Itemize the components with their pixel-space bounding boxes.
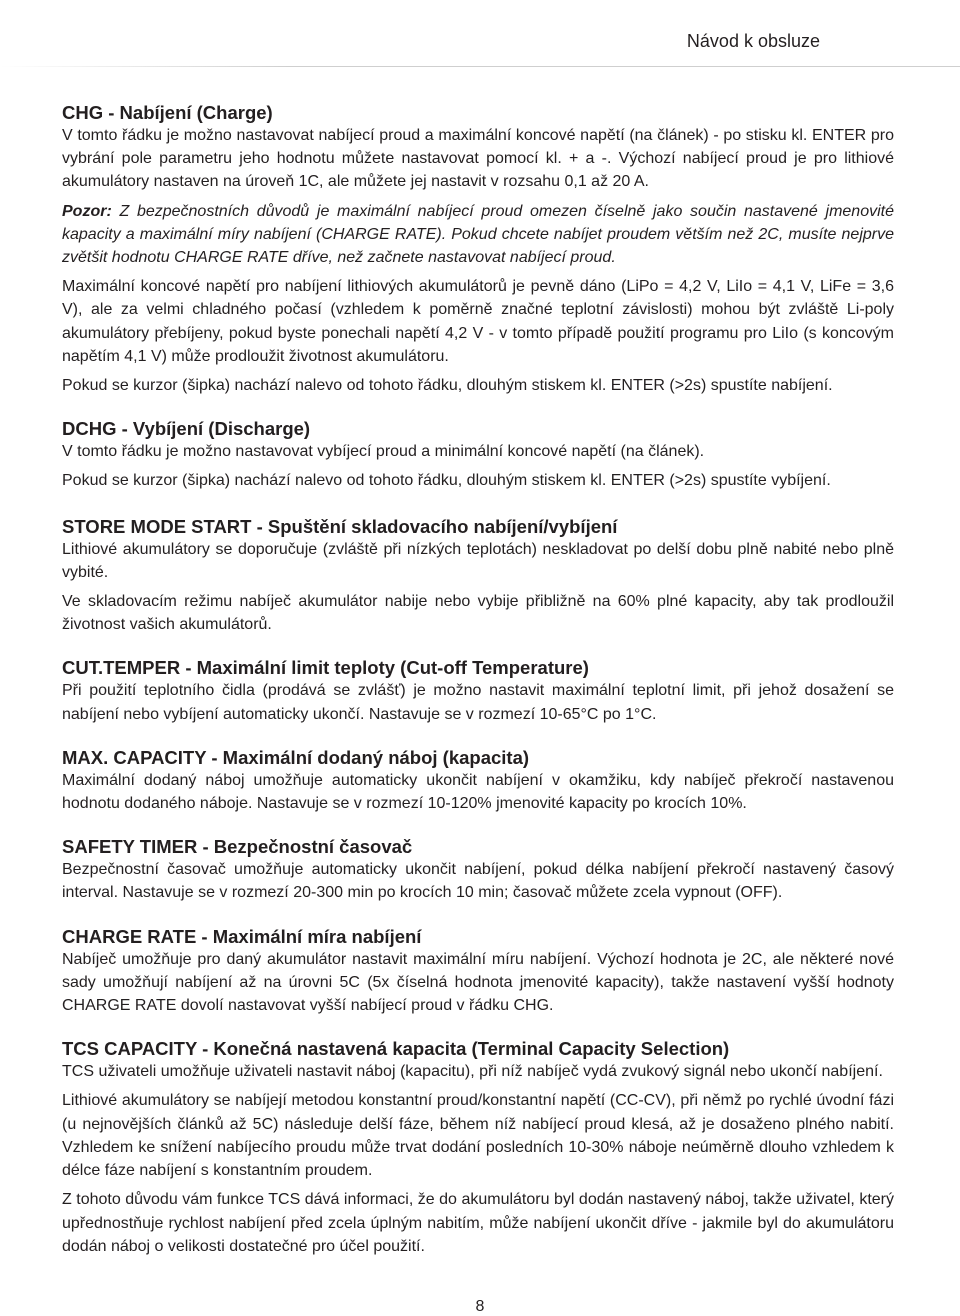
paragraph: Lithiové akumulátory se nabíjejí metodou konstantní proud/konstantní napětí (CC-CV), při němž po rychlé úvodní fázi (u nejnovějších článků až 5C) následuje delší fáze, během níž nabíjecí proud klesá, až je dosaženo plného nabití. Vzhledem ke snížení nabíjecího proudu může trvat dodání posledních 10-30% náboje neúměrně dlouho vzhledem k délce fáze nabíjení s konstantním proudem. — [62, 1092, 894, 1180]
section-heading: TCS CAPACITY - Konečná nastavená kapacita (Terminal Capacity Selection) — [62, 1038, 730, 1060]
paragraph: Pokud se kurzor (šipka) nachází nalevo od tohoto řádku, dlouhým stiskem kl. ENTER (>2s) spustíte nabíjení. — [62, 377, 833, 395]
paragraph: Lithiové akumulátory se doporučuje (zvláště při nízkých teplotách) neskladovat po delší dobu plně nabité nebo plně vybité. — [62, 540, 894, 581]
paragraph: Při použití teplotního čidla (prodává se zvlášť) je možno nastavit maximální teplotní limit, při jehož dosažení se nabíjení nebo vybíjení automaticky ukončí. Nastavuje se v rozmezí 10-65°C po 1°C. — [62, 682, 894, 723]
section-heading: SAFETY TIMER - Bezpečnostní časovač — [62, 836, 413, 858]
section-heading: MAX. CAPACITY - Maximální dodaný náboj (kapacita) — [62, 746, 530, 768]
paragraph: Pokud se kurzor (šipka) nachází nalevo od tohoto řádku, dlouhým stiskem kl. ENTER (>2s) spustíte vybíjení. — [62, 472, 831, 490]
warning-paragraph — [62, 200, 894, 270]
warning-label: Pozor: — [62, 202, 112, 220]
section-heading: DCHG - Vybíjení (Discharge) — [62, 418, 311, 440]
section-charge-rate — [62, 925, 894, 1018]
header-divider — [0, 66, 960, 67]
paragraph: Z tohoto důvodu vám funkce TCS dává informaci, že do akumulátoru byl dodán nastavený náboj, takže uživatel, který upřednostňuje rychlost nabíjení před zcela úplným nabitím, může nabíjení ukončit dříve - jakmile byl do akumulátoru dodán náboj o velikosti dostatečné pro účel použití. — [62, 1191, 894, 1255]
page-header — [0, 0, 960, 68]
section-tcs-capacity — [62, 1037, 894, 1258]
section-store-mode — [62, 515, 894, 637]
section-cut-temper — [62, 656, 894, 725]
paragraph: V tomto řádku je možno nastavovat nabíjecí proud a maximální koncové napětí (na článek) - po stisku kl. ENTER pro vybrání pole parametru jeho hodnotu můžete nastavovat pomocí kl. + a -. Výchozí nabíjecí proud je pro lithiové akumulátory nastaven na úroveň 1C, ale můžete jej nastavit v rozsahu 0,1 až 20 A. — [62, 127, 894, 191]
warning-text: Z bezpečnostních důvodů je maximální nabíjecí proud omezen číselně jako součin nastavené jmenovité kapacity a maximální míry nabíjení (CHARGE RATE). Pokud chcete nabíjet proudem větším než 2C, musíte nejprve zvětšit hodnotu CHARGE RATE dříve, než začnete nastavovat nabíjecí proud. — [62, 202, 894, 267]
section-max-capacity — [62, 746, 894, 815]
page-number: 8 — [475, 1298, 485, 1315]
header-title: Návod k obsluze — [686, 31, 820, 51]
page-content — [62, 101, 894, 1258]
paragraph: TCS uživateli umožňuje uživateli nastavit náboj (kapacitu), při níž nabíječ vydá zvukový signál nebo ukončí nabíjení. — [62, 1063, 883, 1081]
section-chg — [62, 101, 894, 397]
paragraph: Maximální koncové napětí pro nabíjení lithiových akumulátorů je pevně dáno (LiPo = 4,2 V, LiIo = 4,1 V, LiFe = 3,6 V), ale za velmi chladného počasí (vzhledem k poměrně značné teplotní závislosti) mohou být zvláště Li-poly akumulátory přebíjeny, pokud byste ponechali napětí 4,2 V - v tomto případě použití programu pro LiIo (s koncovým napětím 4,1 V) může prodloužit životnost akumulátoru. — [62, 278, 894, 365]
paragraph: Maximální dodaný náboj umožňuje automaticky ukončit nabíjení v okamžiku, kdy nabíječ překročí nastavenou hodnotu dodaného náboje. Nastavuje se v rozmezí 10-120% jmenovité kapacity po krocích 10%. — [62, 771, 894, 813]
paragraph: V tomto řádku je možno nastavovat vybíjecí proud a minimální koncové napětí (na článek). — [62, 443, 705, 461]
paragraph: Bezpečnostní časovač umožňuje automaticky ukončit nabíjení, pokud délka nabíjení překročí nastavený časový interval. Nastavuje se v rozmezí 20-300 min po krocích 10 min; časovač můžete zcela vypnout (OFF). — [62, 861, 894, 902]
section-heading: CHARGE RATE - Maximální míra nabíjení — [62, 925, 422, 947]
section-heading: CUT.TEMPER - Maximální limit teploty (Cut-off Temperature) — [62, 657, 589, 679]
section-safety-timer — [62, 835, 894, 904]
section-dchg — [62, 417, 894, 492]
paragraph: Ve skladovacím režimu nabíječ akumulátor nabije nebo vybije přibližně na 60% plné kapacity, aby tak prodloužil životnost vašich akumulátorů. — [62, 593, 894, 634]
section-heading: CHG - Nabíjení (Charge) — [62, 102, 273, 123]
section-heading: STORE MODE START - Spuštění skladovacího nabíjení/vybíjení — [62, 515, 618, 537]
paragraph: Nabíječ umožňuje pro daný akumulátor nastavit maximální míru nabíjení. Výchozí hodnota je 2C, ale některé nové sady umožňují nabíjení až na úrovni 5C (5x číselná hodnota jmenovité kapacity), takže nastavení vyšší hodnoty CHARGE RATE dovolí nastavovat vyšší nabíjecí proud v řádku CHG. — [62, 950, 894, 1015]
